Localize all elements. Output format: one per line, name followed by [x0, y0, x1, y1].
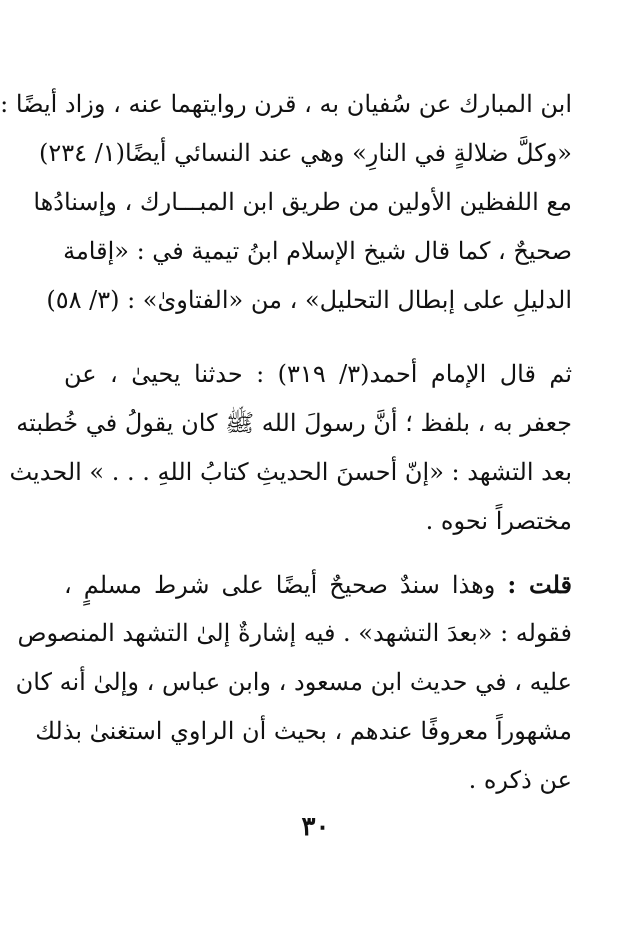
text-line: مع اللفظين الأولين من طريق ابن المبـــارك ، وإسنادُها	[33, 188, 572, 216]
paragraph-2	[9, 350, 573, 546]
text-line: مشهوراً معروفًا عندهم ، بحيث أن الراوي استغنىٰ بذلك	[35, 717, 572, 745]
text-line-with-lead	[64, 560, 572, 609]
text-line: الدليلِ على إبطال التحليل» ، من «الفتاوىٰ» : (٣/ ٥٨)	[46, 286, 572, 314]
text-line: جعفر به ، بلفظ ؛ أنَّ رسولَ الله ﷺ كان يقولُ في خُطبته	[16, 409, 572, 437]
text-line: ثم قال الإمام أحمد(٣/ ٣١٩) : حدثنا يحيىٰ ، عن	[64, 360, 573, 388]
text-line: صحيحٌ ، كما قال شيخ الإسلام ابنُ تيمية في : «إقامة	[63, 237, 572, 265]
paragraph-3	[15, 560, 572, 805]
text-line: ابن المبارك عن سُفيان به ، قرن روايتهما عنه ، وزاد أيضًا :	[0, 90, 572, 118]
text-line: بعد التشهد : «إنّ أحسنَ الحديثِ كتابُ اللهِ . . . » الحديث	[9, 458, 572, 486]
paragraph-1	[0, 80, 572, 325]
text-line: عن ذكره .	[468, 766, 572, 794]
text-line: فقوله : «بعدَ التشهد» . فيه إشارةٌ إلىٰ التشهد المنصوص	[17, 619, 572, 647]
page-number: ٣٠	[301, 812, 330, 842]
text-line: عليه ، في حديث ابن مسعود ، وابن عباس ، وإلىٰ أنه كان	[15, 668, 572, 696]
lead-word: قلت :	[507, 570, 572, 599]
text-line-rest: وهذا سندٌ صحيحٌ أيضًا على شرط مسلمٍ ،	[64, 571, 496, 599]
text-line: «وكلَّ ضلالةٍ في النارِ» وهي عند النسائي أيضًا(١/ ٢٣٤)	[39, 139, 572, 167]
text-line: مختصراً نحوه .	[425, 507, 572, 535]
